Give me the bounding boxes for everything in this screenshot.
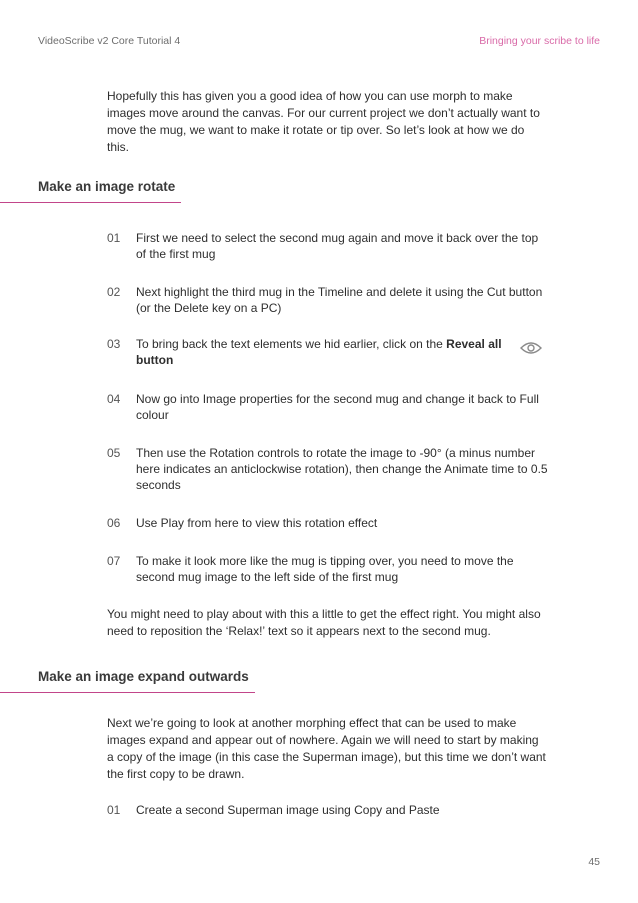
closing-paragraph: You might need to play about with this a little to get the effect right. You might also need to reposition the ‘Relax!’ text so it appears next to the second mug. xyxy=(107,607,541,638)
section2-intro-paragraph: Next we’re going to look at another morphing effect that can be used to make images expand and appear out of nowhere. Again we will need to start by making a copy of the image (in this case the Superman image), but this time we don’t want the first copy to be drawn. xyxy=(107,716,546,781)
step-item xyxy=(107,445,552,495)
step-number: 02 xyxy=(107,285,121,299)
step-item xyxy=(107,336,552,370)
step-item xyxy=(107,553,552,587)
chapter-title: Bringing your scribe to life xyxy=(479,35,600,47)
page-number: 45 xyxy=(588,856,600,868)
step-number: 01 xyxy=(107,803,121,817)
step-number: 06 xyxy=(107,516,121,530)
step-text xyxy=(136,336,506,368)
eye-icon xyxy=(520,340,542,356)
section-underline xyxy=(0,202,181,203)
step-text: Now go into Image properties for the second mug and change it back to Full colour xyxy=(136,392,539,422)
step-text: Then use the Rotation controls to rotate the image to -90° (a minus number here indicates an anticlockwise rotation), then change the Animate time to 0.5 seconds xyxy=(136,446,548,492)
step-text-plain: To bring back the text elements we hid earlier, click on the xyxy=(136,337,447,351)
step-number: 07 xyxy=(107,554,121,568)
step-text: Use Play from here to view this rotation effect xyxy=(136,516,378,530)
section-heading-rotate: Make an image rotate xyxy=(38,179,176,194)
step-number: 05 xyxy=(107,446,121,460)
step-text: Create a second Superman image using Copy and Paste xyxy=(136,803,440,817)
step-text: Next highlight the third mug in the Timeline and delete it using the Cut button (or the Delete key on a PC) xyxy=(136,285,543,315)
step-text: To make it look more like the mug is tipping over, you need to move the second mug image to the left side of the first mug xyxy=(136,554,514,584)
step-item xyxy=(107,391,552,425)
section-heading-expand: Make an image expand outwards xyxy=(38,669,249,684)
document-title: VideoScribe v2 Core Tutorial 4 xyxy=(38,35,181,47)
step-number: 01 xyxy=(107,231,121,245)
intro-paragraph: Hopefully this has given you a good idea of how you can use morph to make images move around the canvas. For our current project we don’t actually want to move the mug, we want to make it rotate or tip over. So let’s look at how we do this. xyxy=(107,89,540,154)
step-item xyxy=(107,802,552,820)
step-item xyxy=(107,230,552,264)
step-item xyxy=(107,515,552,533)
step-number: 03 xyxy=(107,337,121,351)
section-underline xyxy=(0,692,255,693)
step-number: 04 xyxy=(107,392,121,406)
step-item xyxy=(107,284,552,318)
reveal-all-button-label: Reveal all button xyxy=(136,337,502,367)
step-text: First we need to select the second mug again and move it back over the top of the first mug xyxy=(136,231,539,261)
